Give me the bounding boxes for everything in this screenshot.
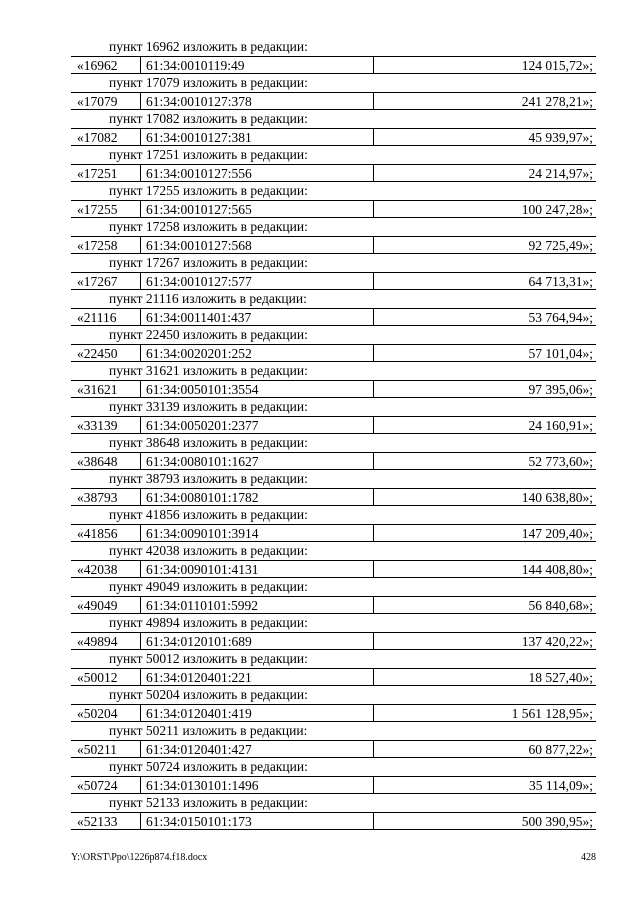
cadastral-number-cell: 61:34:0010119:49 <box>141 57 374 73</box>
item-number-cell: «50012 <box>71 669 141 685</box>
amendment-instruction: пункт 50012 изложить в редакции: <box>109 651 308 666</box>
cadastral-number-cell: 61:34:0011401:437 <box>141 309 374 325</box>
item-number-cell: «50204 <box>71 705 141 721</box>
cadastral-value-cell: 144 408,80»; <box>521 562 593 577</box>
amendment-entry <box>71 722 596 758</box>
amendment-instruction: пункт 52133 изложить в редакции: <box>109 795 308 810</box>
cadastral-value-cell: 45 939,97»; <box>528 130 593 145</box>
cadastral-number-cell: 61:34:0120101:689 <box>141 633 374 649</box>
item-number-cell: «17082 <box>71 129 141 145</box>
amendment-instruction: пункт 17255 изложить в редакции: <box>109 183 308 198</box>
table-row <box>71 452 596 470</box>
table-row <box>71 56 596 74</box>
table-row <box>71 740 596 758</box>
cadastral-number-cell: 61:34:0090101:3914 <box>141 525 374 541</box>
cadastral-value-cell: 1 561 128,95»; <box>511 706 593 721</box>
amendment-instruction: пункт 17251 изложить в редакции: <box>109 147 308 162</box>
cadastral-value-cell: 57 101,04»; <box>528 346 593 361</box>
cadastral-number-cell: 61:34:0120401:427 <box>141 741 374 757</box>
table-row <box>71 236 596 254</box>
amendment-instruction: пункт 49894 изложить в редакции: <box>109 615 308 630</box>
cadastral-number-cell: 61:34:0010127:577 <box>141 273 374 289</box>
item-number-cell: «21116 <box>71 309 141 325</box>
cadastral-number-cell: 61:34:0120401:419 <box>141 705 374 721</box>
cadastral-number-cell: 61:34:0120401:221 <box>141 669 374 685</box>
amendment-instruction: пункт 17258 изложить в редакции: <box>109 219 308 234</box>
table-row <box>71 164 596 182</box>
cadastral-value-cell: 124 015,72»; <box>521 58 593 73</box>
table-row <box>71 488 596 506</box>
amendment-entry <box>71 182 596 218</box>
cadastral-value-cell: 147 209,40»; <box>521 526 593 541</box>
cadastral-number-cell: 61:34:0050101:3554 <box>141 381 374 397</box>
item-number-cell: «49894 <box>71 633 141 649</box>
amendment-instruction: пункт 50204 изложить в редакции: <box>109 687 308 702</box>
table-row <box>71 560 596 578</box>
amendment-instruction: пункт 31621 изложить в редакции: <box>109 363 308 378</box>
table-row <box>71 668 596 686</box>
table-row <box>71 596 596 614</box>
amendment-instruction: пункт 17079 изложить в редакции: <box>109 75 308 90</box>
item-number-cell: «52133 <box>71 813 141 829</box>
amendment-entry <box>71 542 596 578</box>
amendment-instruction: пункт 42038 изложить в редакции: <box>109 543 308 558</box>
table-row <box>71 380 596 398</box>
cadastral-value-cell: 500 390,95»; <box>521 814 593 829</box>
amendment-entry <box>71 614 596 650</box>
amendment-entry <box>71 290 596 326</box>
amendment-entry <box>71 38 596 74</box>
amendment-entry <box>71 110 596 146</box>
cadastral-value-cell: 241 278,21»; <box>521 94 593 109</box>
table-row <box>71 200 596 218</box>
amendment-entry <box>71 362 596 398</box>
cadastral-value-cell: 56 840,68»; <box>528 598 593 613</box>
amendment-entry <box>71 146 596 182</box>
cadastral-number-cell: 61:34:0020201:252 <box>141 345 374 361</box>
cadastral-value-cell: 24 214,97»; <box>528 166 593 181</box>
footer-page-number: 428 <box>581 852 596 863</box>
amendment-entry <box>71 74 596 110</box>
amendment-instruction: пункт 22450 изложить в редакции: <box>109 327 308 342</box>
table-row <box>71 128 596 146</box>
cadastral-value-cell: 137 420,22»; <box>521 634 593 649</box>
cadastral-number-cell: 61:34:0010127:381 <box>141 129 374 145</box>
cadastral-number-cell: 61:34:0110101:5992 <box>141 597 374 613</box>
cadastral-number-cell: 61:34:0150101:173 <box>141 813 374 829</box>
page-footer <box>71 852 596 863</box>
item-number-cell: «38648 <box>71 453 141 469</box>
amendment-entry <box>71 578 596 614</box>
table-row <box>71 416 596 434</box>
amendment-entry <box>71 218 596 254</box>
item-number-cell: «50211 <box>71 741 141 757</box>
amendment-instruction: пункт 49049 изложить в редакции: <box>109 579 308 594</box>
amendment-instruction: пункт 50724 изложить в редакции: <box>109 759 308 774</box>
cadastral-value-cell: 53 764,94»; <box>528 310 593 325</box>
item-number-cell: «17258 <box>71 237 141 253</box>
amendment-instruction: пункт 16962 изложить в редакции: <box>109 39 308 54</box>
cadastral-value-cell: 24 160,91»; <box>528 418 593 433</box>
amendment-entry <box>71 686 596 722</box>
item-number-cell: «17267 <box>71 273 141 289</box>
item-number-cell: «38793 <box>71 489 141 505</box>
item-number-cell: «41856 <box>71 525 141 541</box>
cadastral-number-cell: 61:34:0130101:1496 <box>141 777 374 793</box>
cadastral-value-cell: 18 527,40»; <box>528 670 593 685</box>
amendment-instruction: пункт 17082 изложить в редакции: <box>109 111 308 126</box>
item-number-cell: «16962 <box>71 57 141 73</box>
document-body <box>71 38 596 830</box>
cadastral-number-cell: 61:34:0010127:568 <box>141 237 374 253</box>
cadastral-number-cell: 61:34:0080101:1782 <box>141 489 374 505</box>
table-row <box>71 632 596 650</box>
amendment-entry <box>71 650 596 686</box>
item-number-cell: «22450 <box>71 345 141 361</box>
amendment-instruction: пункт 21116 изложить в редакции: <box>109 291 307 306</box>
amendment-entry <box>71 326 596 362</box>
table-row <box>71 272 596 290</box>
cadastral-value-cell: 60 877,22»; <box>528 742 593 757</box>
amendment-entry <box>71 434 596 470</box>
item-number-cell: «50724 <box>71 777 141 793</box>
cadastral-value-cell: 97 395,06»; <box>528 382 593 397</box>
table-row <box>71 812 596 830</box>
table-row <box>71 308 596 326</box>
cadastral-number-cell: 61:34:0010127:378 <box>141 93 374 109</box>
amendment-instruction: пункт 50211 изложить в редакции: <box>109 723 308 738</box>
cadastral-number-cell: 61:34:0080101:1627 <box>141 453 374 469</box>
item-number-cell: «31621 <box>71 381 141 397</box>
amendment-entry <box>71 794 596 830</box>
cadastral-number-cell: 61:34:0090101:4131 <box>141 561 374 577</box>
amendment-entry <box>71 470 596 506</box>
amendment-instruction: пункт 38648 изложить в редакции: <box>109 435 308 450</box>
cadastral-value-cell: 64 713,31»; <box>528 274 593 289</box>
item-number-cell: «17255 <box>71 201 141 217</box>
amendment-entry <box>71 758 596 794</box>
cadastral-value-cell: 140 638,80»; <box>521 490 593 505</box>
amendment-instruction: пункт 38793 изложить в редакции: <box>109 471 308 486</box>
table-row <box>71 776 596 794</box>
cadastral-number-cell: 61:34:0050201:2377 <box>141 417 374 433</box>
item-number-cell: «33139 <box>71 417 141 433</box>
item-number-cell: «49049 <box>71 597 141 613</box>
amendment-entry <box>71 398 596 434</box>
table-row <box>71 704 596 722</box>
amendment-instruction: пункт 33139 изложить в редакции: <box>109 399 308 414</box>
amendment-instruction: пункт 41856 изложить в редакции: <box>109 507 308 522</box>
item-number-cell: «17251 <box>71 165 141 181</box>
item-number-cell: «42038 <box>71 561 141 577</box>
cadastral-value-cell: 52 773,60»; <box>528 454 593 469</box>
amendment-entry <box>71 254 596 290</box>
cadastral-value-cell: 100 247,28»; <box>521 202 593 217</box>
amendment-entry <box>71 506 596 542</box>
cadastral-number-cell: 61:34:0010127:556 <box>141 165 374 181</box>
cadastral-value-cell: 92 725,49»; <box>528 238 593 253</box>
table-row <box>71 524 596 542</box>
item-number-cell: «17079 <box>71 93 141 109</box>
footer-file-path: Y:\ORST\Ppo\1226p874.f18.docx <box>71 852 208 863</box>
table-row <box>71 92 596 110</box>
cadastral-number-cell: 61:34:0010127:565 <box>141 201 374 217</box>
table-row <box>71 344 596 362</box>
cadastral-value-cell: 35 114,09»; <box>529 778 593 793</box>
amendment-instruction: пункт 17267 изложить в редакции: <box>109 255 308 270</box>
